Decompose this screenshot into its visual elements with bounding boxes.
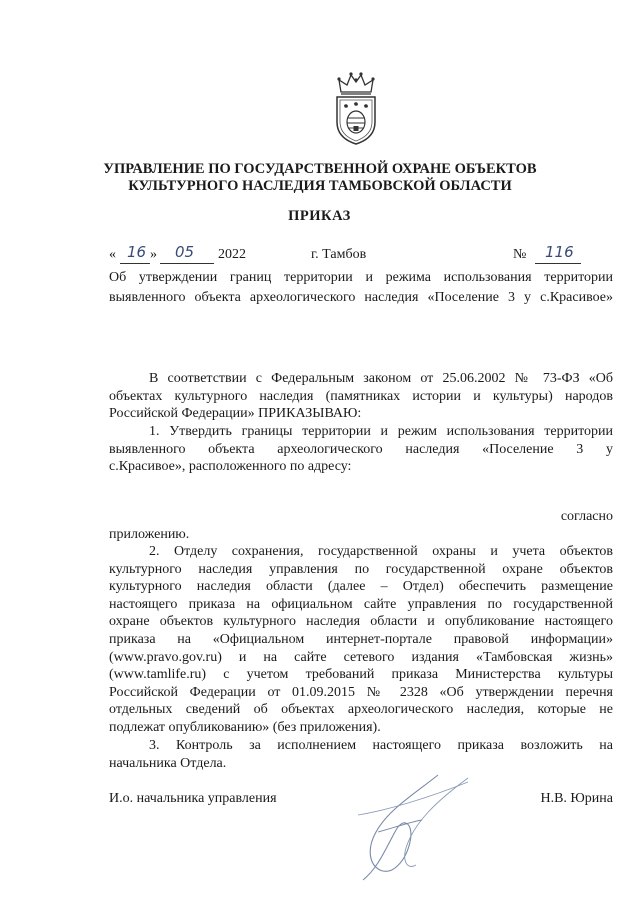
agency-name-line-1: УПРАВЛЕНИЕ ПО ГОСУДАРСТВЕННОЙ ОХРАНЕ ОБЪЕКТОВ (103, 161, 537, 177)
date-line (0, 243, 639, 267)
body-line: приказа на «Официальном интернет-портале правовой информации» (109, 631, 613, 647)
body-line: (www.pravo.gov.ru) и на сайте сетевого издания «Тамбовская жизнь» (109, 649, 613, 665)
order-number: 116 (545, 243, 574, 261)
date-day: 16 (127, 243, 147, 261)
city: г. Тамбов (311, 247, 367, 262)
signatory-name: Н.В. Юрина (540, 791, 613, 806)
body-line: культурного наследия управления по государственной охране объектов (109, 561, 613, 577)
body-line: объектах культурного наследия (памятниках истории и культуры) народов (109, 388, 613, 404)
date-close-quote: » (150, 247, 157, 262)
body-line: настоящего приказа на официальном сайте управления по государственной (109, 596, 613, 612)
signatory-position: И.о. начальника управления (109, 791, 277, 806)
body-line-appendix: приложению. (109, 527, 190, 542)
order-subject (109, 268, 613, 308)
body-line: 2. Отделу сохранения, государственной охраны и учета объектов (149, 544, 613, 559)
body-line: (www.tamlife.ru) с учетом требований приказа Министерства культуры (109, 667, 613, 683)
date-year: 2022 (218, 247, 246, 262)
body-line: с.Красивое», расположенного по адресу: (109, 459, 352, 475)
body-line: В соответствии с Федеральным законом от 25.06.2002 № 73-ФЗ «Об (149, 371, 613, 386)
body-line: 3. Контроль за исполнением настоящего приказа возложить на (149, 738, 613, 753)
body-line: Российской Федерации» ПРИКАЗЫВАЮ: (109, 406, 362, 422)
body-line: культурного наследия области (далее – Отдел) обеспечить размещение (109, 579, 613, 595)
subject-line-2: выявленного объекта археологического наследия «Поселение 3 у с.Красивое» (109, 290, 613, 305)
handwritten-signature (318, 770, 498, 885)
body-line: подлежат опубликованию» (без приложения). (109, 719, 381, 735)
date-open-quote: « (109, 247, 116, 262)
paragraph-preamble (109, 370, 613, 423)
body-line: выявленного объекта археологического наследия «Поселение 3 у (109, 441, 613, 457)
body-line: отдельных сведений об объектах археологического наследия, которые не (109, 702, 613, 718)
date-day-underline (120, 263, 150, 264)
body-line: охране объектов культурного наследия области и опубликование настоящего (109, 614, 613, 630)
paragraph-item-3 (109, 737, 613, 772)
date-month-underline (160, 263, 214, 264)
number-sign: № (513, 247, 527, 262)
paragraph-item-1 (109, 423, 613, 476)
body-line-agreement: согласно (560, 509, 613, 524)
coat-of-arms-icon (327, 70, 385, 146)
subject-line-1: Об утверждении границ территории и режима использования территории (109, 270, 613, 285)
body-line: 1. Утвердить границы территории и режим использования территории (149, 424, 613, 439)
document-type-title: ПРИКАЗ (288, 208, 351, 224)
order-number-underline (535, 263, 581, 264)
paragraph-item-2 (109, 543, 613, 737)
date-month: 05 (175, 243, 195, 261)
body-line: начальника Отдела. (109, 755, 227, 771)
body-line: Российской Федерации от 01.09.2015 № 2328 «Об утверждении перечня (109, 684, 613, 700)
agency-name-line-2: КУЛЬТУРНОГО НАСЛЕДИЯ ТАМБОВСКОЙ ОБЛАСТИ (128, 178, 512, 194)
